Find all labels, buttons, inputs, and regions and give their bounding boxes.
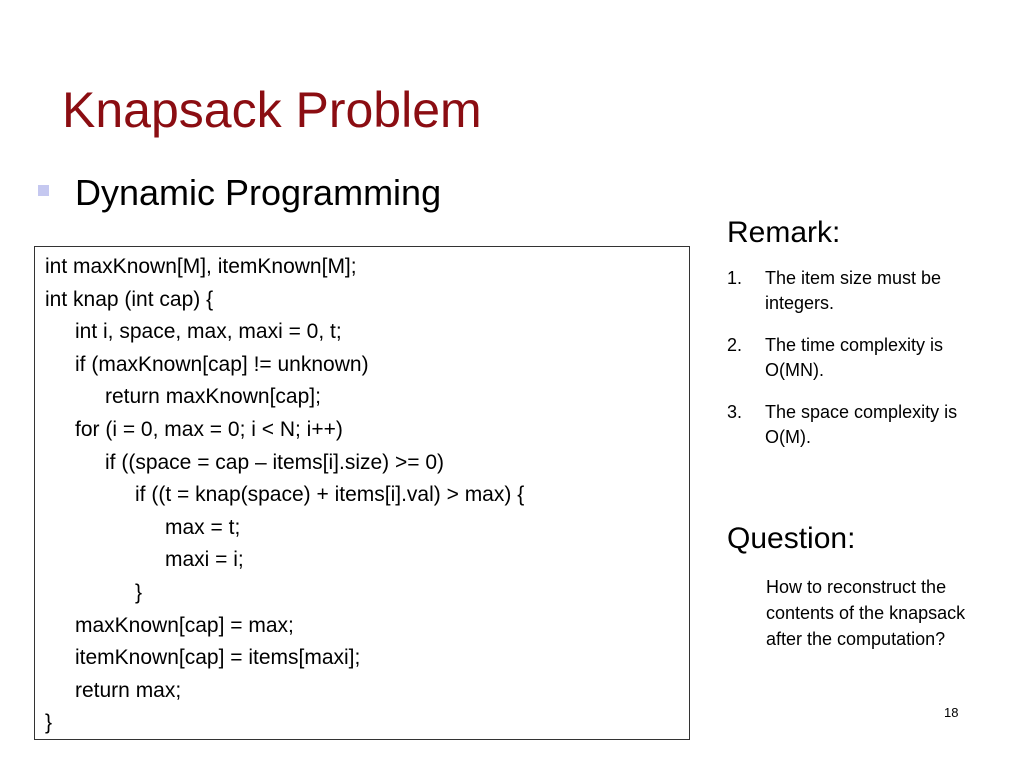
remark-item: [727, 400, 1017, 450]
code-line: itemKnown[cap] = items[maxi];: [75, 646, 361, 670]
remark-list: [727, 266, 1017, 467]
remark-heading: Remark:: [727, 216, 841, 249]
code-block: [34, 246, 690, 740]
remark-item-text: The time complexity is O(MN).: [765, 335, 944, 380]
code-line: return max;: [75, 678, 182, 702]
remark-item-number: 3.: [727, 402, 743, 422]
code-line: max = t;: [165, 515, 241, 539]
bullet-item: [38, 170, 441, 216]
square-bullet-icon: [38, 185, 49, 196]
code-line: int maxKnown[M], itemKnown[M];: [45, 255, 357, 278]
code-line: if (maxKnown[cap] != unknown): [75, 352, 369, 376]
remark-item-text: The item size must be integers.: [765, 268, 942, 313]
code-line: maxKnown[cap] = max;: [75, 613, 294, 637]
code-line: int knap (int cap) {: [45, 287, 214, 311]
remark-item: [727, 333, 1017, 383]
remark-item-number: 2.: [727, 335, 743, 355]
code-line: }: [45, 711, 53, 735]
code-line: if ((space = cap – items[i].size) >= 0): [105, 450, 445, 474]
code-line: }: [135, 580, 143, 604]
code-line: maxi = i;: [165, 548, 244, 572]
code-line: int i, space, max, maxi = 0, t;: [75, 320, 342, 344]
remark-item-text: The space complexity is O(M).: [765, 402, 958, 447]
code-line: for (i = 0, max = 0; i < N; i++): [75, 417, 343, 441]
remark-item: [727, 266, 1017, 316]
question-text: How to reconstruct the contents of the knapsack after the computation?: [766, 577, 966, 649]
remark-item-number: 1.: [727, 268, 743, 288]
question-heading: Question:: [727, 522, 856, 555]
slide-title: Knapsack Problem: [62, 82, 482, 138]
bullet-text: Dynamic Programming: [75, 172, 442, 213]
page-number: 18: [944, 705, 959, 720]
code-line: return maxKnown[cap];: [105, 385, 321, 409]
code-line: if ((t = knap(space) + items[i].val) > max) {: [135, 483, 525, 507]
